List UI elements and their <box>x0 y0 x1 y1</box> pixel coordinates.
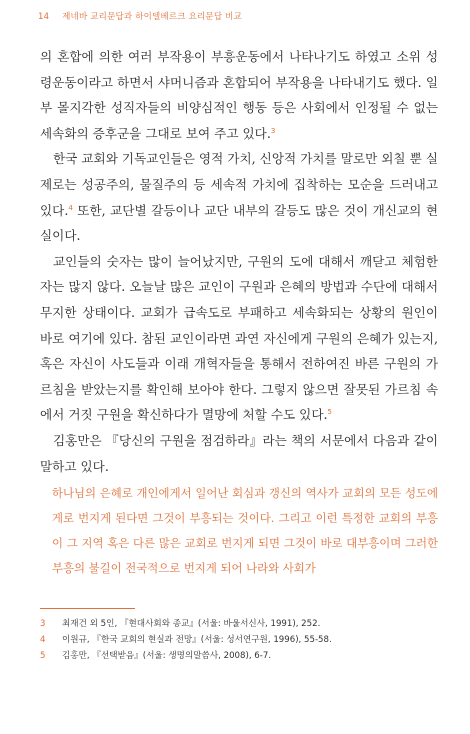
paragraph-text: 김홍만은 『당신의 구원을 점검하라』라는 책의 서문에서 다음과 같이 말하고 있다. <box>40 432 438 474</box>
paragraph <box>40 249 438 428</box>
paragraph <box>40 44 438 146</box>
paragraph <box>40 428 438 479</box>
footnote-item <box>40 648 440 664</box>
footnote-ref[interactable]: 3 <box>270 126 276 135</box>
paragraph-text: 한국 교회와 기독교인들은 영적 가치, 신앙적 가치를 말로만 외칠 뿐 실제로는 성공주의, 물질주의 등 세속적 가치에 집착하는 모순을 드러내고 있다. <box>40 151 438 218</box>
footnote-ref[interactable]: 4 <box>68 203 73 212</box>
paragraph-tail: 또한, 교단별 갈등이나 교단 내부의 갈등도 많은 것이 개신교의 현실이다. <box>40 202 438 244</box>
footnote-number: 5 <box>40 651 46 661</box>
footnote-number: 4 <box>40 635 46 645</box>
footnote-item <box>40 616 440 632</box>
running-header <box>38 10 438 22</box>
body-text <box>40 44 438 479</box>
footnote-divider <box>40 608 135 609</box>
footnote-item <box>40 632 440 648</box>
page-number: 14 <box>38 12 50 22</box>
paragraph-text: 의 혼합에 의한 여러 부작용이 부흥운동에서 나타나기도 하였고 소위 성령운동이라고 하면서 샤머니즘과 혼합되어 부작용을 나타내기도 했다. 일부 몰지각한 성직자들의 비양심적인 행동 등은 사회에서 인정될 수 없는 세속화의 증후군을 그대로 보여 주고 있다. <box>40 49 438 141</box>
paragraph <box>40 146 438 248</box>
footnote-text: 김홍만, 『선택받음』(서울: 생명의말씀사, 2008), 6-7. <box>62 651 272 661</box>
block-quote <box>52 481 438 581</box>
paragraph-text: 교인들의 숫자는 많이 늘어났지만, 구원의 도에 대해서 깨닫고 체험한 자는 많지 않다. 오늘날 많은 교인이 구원과 은혜의 방법과 수단에 대해서 무지한 상태이다. 교회가 급속도로 부패하고 세속화되는 상황의 원인이 바로 여기에 있다. 참된 교인이라면 과연 자신에게 구원의 은혜가 있는지, 혹은 자신이 사도들과 이래 개혁자들을 통해서 전하여진 바른 구원의 가르침을 받았는지를 확인해 보아야 한다. 그렇지 않으면 잘못된 가르침 속에서 거짓 구원을 확신하다가 멸망에 처할 수도 있다. <box>40 253 438 423</box>
running-title: 제네바 교리문답과 하이델베르크 요리문답 비교 <box>62 12 242 22</box>
quote-text: 하나님의 은혜로 개인에게서 일어난 회심과 갱신의 역사가 교회의 모든 성도에게로 번지게 된다면 그것이 부흥되는 것이다. 그리고 이런 특정한 교회의 부흥이 그 지역 혹은 다른 많은 교회로 번지게 되면 그것이 바로 대부흥이며 그러한 부흥의 불길이 전국적으로 번지게 되어 나라와 사회가 <box>52 486 438 575</box>
footnote-ref[interactable]: 5 <box>327 408 332 417</box>
footnotes <box>40 616 440 664</box>
footnote-text: 이원규, 『한국 교회의 현실과 전망』(서울: 성서연구원, 1996), 55-58. <box>62 635 332 645</box>
footnote-number: 3 <box>40 619 46 629</box>
footnote-text: 최재건 외 5인, 『현대사회와 종교』(서울: 바울서신사, 1991), 252. <box>62 619 321 629</box>
